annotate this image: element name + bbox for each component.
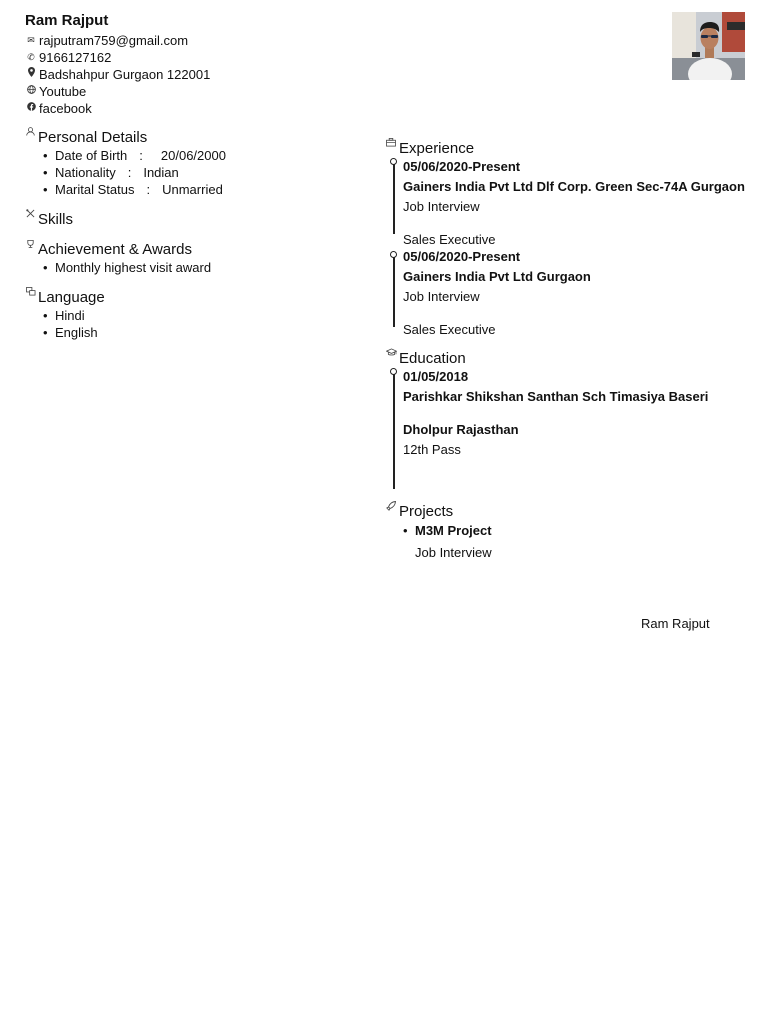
timeline-line bbox=[393, 162, 395, 234]
language-title: Language bbox=[38, 289, 105, 306]
list-item bbox=[26, 147, 226, 164]
envelope-icon: ✉ bbox=[27, 35, 35, 45]
dob-value: 20/06/2000 bbox=[160, 148, 226, 163]
skills-title: Skills bbox=[38, 211, 74, 228]
skills-heading bbox=[26, 211, 73, 228]
experience-heading bbox=[386, 140, 474, 157]
candidate-name: Ram Rajput bbox=[25, 12, 109, 29]
personal-details-title: Personal Details bbox=[38, 129, 148, 146]
education-entry bbox=[403, 367, 708, 460]
globe-icon bbox=[26, 83, 36, 100]
experience-entry-2 bbox=[403, 247, 591, 340]
project-name: M3M Project bbox=[415, 523, 492, 538]
trophy-icon bbox=[26, 239, 38, 251]
translate-icon bbox=[26, 287, 38, 298]
experience-entry-1 bbox=[403, 157, 745, 250]
address-row bbox=[26, 66, 210, 83]
project-description: Job Interview bbox=[415, 545, 492, 560]
separator: : bbox=[146, 182, 151, 197]
personal-details-list bbox=[26, 147, 226, 198]
education-grade: 12th Pass bbox=[403, 442, 461, 457]
timeline-line bbox=[393, 255, 395, 327]
experience-date: 05/06/2020-Present bbox=[403, 159, 521, 174]
projects-heading bbox=[386, 503, 453, 520]
list-item bbox=[26, 164, 226, 181]
projects-list bbox=[403, 521, 492, 563]
awards-list bbox=[26, 259, 211, 276]
timeline-dot bbox=[390, 251, 397, 258]
education-school: Parishkar Shikshan Santhan Sch Timasiya Baseri bbox=[403, 389, 709, 404]
list-item bbox=[403, 521, 492, 541]
language-heading bbox=[26, 289, 105, 306]
facebook-row bbox=[26, 100, 210, 117]
separator: : bbox=[139, 148, 143, 163]
experience-role: Sales Executive bbox=[403, 322, 496, 337]
person-icon bbox=[26, 127, 38, 138]
facebook-link[interactable]: facebook bbox=[39, 101, 92, 116]
personal-details-heading bbox=[26, 129, 226, 146]
email-row bbox=[26, 32, 210, 49]
nationality-label: Nationality bbox=[55, 165, 116, 180]
dob-label: Date of Birth bbox=[55, 148, 128, 163]
timeline-dot bbox=[390, 368, 397, 375]
education-title: Education bbox=[399, 350, 466, 367]
experience-title: Experience bbox=[399, 140, 475, 157]
bullet: • bbox=[403, 523, 408, 538]
facebook-icon bbox=[26, 100, 36, 117]
phone-text: 9166127162 bbox=[39, 50, 112, 65]
education-place: Dholpur Rajasthan bbox=[403, 422, 519, 437]
list-item: • Hindi bbox=[26, 307, 105, 324]
marital-value: Unmarried bbox=[162, 182, 223, 197]
education-heading bbox=[386, 350, 466, 367]
map-pin-icon bbox=[26, 66, 36, 83]
awards-title: Achievement & Awards bbox=[38, 241, 192, 258]
experience-role: Sales Executive bbox=[403, 232, 496, 247]
email-text[interactable]: rajputram759@gmail.com bbox=[39, 33, 189, 48]
timeline-dot bbox=[390, 158, 397, 165]
list-item: • Monthly highest visit award bbox=[26, 259, 211, 276]
youtube-link[interactable]: Youtube bbox=[39, 84, 87, 99]
list-item: • English bbox=[26, 324, 105, 341]
footer-signature: Ram Rajput bbox=[641, 616, 710, 631]
experience-description: Job Interview bbox=[403, 199, 480, 214]
timeline-line bbox=[393, 372, 395, 489]
list-item bbox=[26, 181, 226, 198]
projects-title: Projects bbox=[399, 503, 454, 520]
awards-section bbox=[26, 241, 211, 276]
tools-icon bbox=[26, 209, 38, 220]
contact-block bbox=[26, 32, 210, 117]
experience-company: Gainers India Pvt Ltd Dlf Corp. Green Sec-74A Gurgaon bbox=[403, 179, 745, 194]
personal-details-section bbox=[26, 129, 226, 198]
experience-description: Job Interview bbox=[403, 289, 480, 304]
awards-heading bbox=[26, 241, 211, 258]
education-date: 01/05/2018 bbox=[403, 369, 469, 384]
phone-icon: ✆ bbox=[27, 52, 35, 62]
marital-label: Marital Status bbox=[55, 182, 135, 197]
youtube-row bbox=[26, 83, 210, 100]
phone-row bbox=[26, 49, 210, 66]
language-list bbox=[26, 307, 105, 341]
profile-photo bbox=[672, 12, 745, 80]
nationality-value: Indian bbox=[143, 165, 179, 180]
experience-company: Gainers India Pvt Ltd Gurgaon bbox=[403, 269, 591, 284]
address-text: Badshahpur Gurgaon 122001 bbox=[39, 67, 211, 82]
graduation-cap-icon bbox=[386, 348, 399, 359]
separator: : bbox=[127, 165, 132, 180]
experience-date: 05/06/2020-Present bbox=[403, 249, 521, 264]
language-section bbox=[26, 289, 105, 341]
briefcase-icon bbox=[386, 138, 399, 149]
rocket-icon bbox=[386, 501, 399, 513]
